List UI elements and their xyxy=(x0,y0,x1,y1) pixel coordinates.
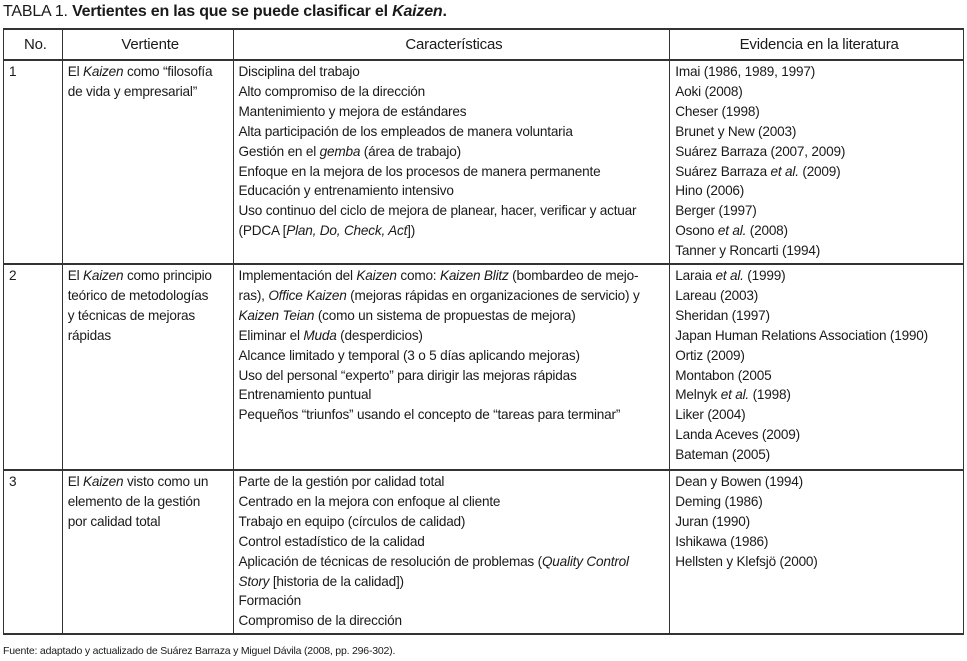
text-segment: visto como un xyxy=(123,474,209,489)
text-segment: Dean y Bowen (1994) xyxy=(675,474,803,489)
caracteristicas-line xyxy=(239,142,670,162)
cell-no: 3 xyxy=(4,470,63,634)
table-row xyxy=(4,470,964,634)
text-segment: Hellsten y Klefsjö (2000) xyxy=(675,553,818,569)
caracteristicas-line xyxy=(239,286,670,306)
text-segment: Disciplina del trabajo xyxy=(238,64,360,79)
text-segment: Uso del personal “experto” para dirigir las mejoras rápidas xyxy=(238,367,577,383)
cell-vertiente xyxy=(62,264,233,470)
italic-text: Kaizen Blitz xyxy=(439,268,509,283)
caracteristicas-line xyxy=(239,82,670,102)
evidencia-line xyxy=(675,366,963,386)
evidencia-line xyxy=(675,346,963,366)
text-segment: (bombardeo de mejo- xyxy=(508,268,639,283)
text-segment: Eliminar el xyxy=(238,327,304,343)
caracteristicas-line xyxy=(239,62,670,82)
vertiente-line xyxy=(68,472,233,492)
text-segment: Alcance limitado y temporal (3 o 5 días aplicando mejoras) xyxy=(238,347,580,363)
text-segment: Bateman (2005) xyxy=(675,447,770,463)
text-segment: Compromiso de la dirección xyxy=(238,613,402,629)
cell-vertiente xyxy=(62,60,233,264)
caracteristicas-line xyxy=(239,201,670,221)
table-row xyxy=(4,60,964,264)
text-segment: Ishikawa (1986) xyxy=(675,533,769,549)
vertiente-line xyxy=(68,82,233,102)
italic-text: Kaizen xyxy=(83,64,124,79)
header-vertiente: Vertiente xyxy=(62,29,233,60)
vertiente-line xyxy=(68,512,233,532)
vertiente-line xyxy=(68,492,233,512)
evidencia-line xyxy=(675,552,963,572)
italic-text: Plan, Do, Check, Act xyxy=(286,223,408,239)
caracteristicas-line xyxy=(239,472,670,492)
text-segment: Ortiz (2009) xyxy=(675,347,745,363)
text-segment: Mantenimiento y mejora de estándares xyxy=(238,103,467,119)
text-segment: Alta participación de los empleados de manera voluntaria xyxy=(238,123,573,139)
caracteristicas-line xyxy=(239,102,670,122)
text-segment: por calidad total xyxy=(67,513,161,529)
evidencia-line xyxy=(675,62,963,82)
text-segment: Melnyk xyxy=(675,387,721,403)
text-segment: Uso continuo del ciclo de mejora de planear, hacer, verificar y actuar xyxy=(238,203,637,219)
text-segment: (2008) xyxy=(746,223,788,239)
text-segment: teórico de metodologías xyxy=(67,287,209,303)
text-segment: El xyxy=(67,474,83,489)
text-segment: Laraia xyxy=(675,268,716,283)
text-segment: Lareau (2003) xyxy=(675,287,759,303)
text-segment: (1998) xyxy=(749,387,791,403)
evidencia-line xyxy=(675,405,963,425)
text-segment: Enfoque en la mejora de los procesos de manera permanente xyxy=(238,163,601,179)
text-segment: Suárez Barraza (2007, 2009) xyxy=(675,143,846,159)
cell-caracteristicas xyxy=(233,470,670,634)
title-italic: Kaizen xyxy=(392,3,443,20)
text-segment: ]) xyxy=(407,223,416,239)
text-segment: Centrado en la mejora con enfoque al cliente xyxy=(238,493,501,509)
text-segment: Liker (2004) xyxy=(675,407,746,423)
source-note: Fuente: adaptado y actualizado de Suárez Barraza y Miguel Dávila (2008, pp. 296-302). xyxy=(3,645,396,657)
cell-evidencia xyxy=(670,60,964,264)
caracteristicas-line xyxy=(239,326,670,346)
evidencia-line xyxy=(675,82,963,102)
table-body xyxy=(4,60,964,634)
text-segment: Montabon (2005 xyxy=(675,367,772,383)
caracteristicas-line xyxy=(239,611,670,631)
evidencia-line xyxy=(675,266,963,286)
caracteristicas-line xyxy=(239,221,670,241)
text-segment: y técnicas de mejoras xyxy=(67,307,195,323)
evidencia-line xyxy=(675,221,963,241)
header-row xyxy=(4,29,964,60)
text-segment: Control estadístico de la calidad xyxy=(238,533,425,549)
italic-text: Story xyxy=(238,573,270,589)
text-segment: Hino (2006) xyxy=(675,183,745,199)
vertiente-line xyxy=(68,326,233,346)
italic-text: Office Kaizen xyxy=(268,287,347,303)
text-segment: (PDCA [ xyxy=(238,223,287,239)
title-text: Vertientes en las que se puede clasificar el xyxy=(72,3,393,20)
evidencia-line xyxy=(675,181,963,201)
text-segment: Imai (1986, 1989, 1997) xyxy=(675,64,816,79)
caracteristicas-line xyxy=(239,492,670,512)
italic-text: et al. xyxy=(715,268,744,283)
text-segment: Educación y entrenamiento intensivo xyxy=(238,183,454,199)
cell-vertiente xyxy=(62,470,233,634)
title-end: . xyxy=(442,3,447,20)
text-segment: Brunet y New (2003) xyxy=(675,123,797,139)
text-segment: (2009) xyxy=(798,163,841,179)
evidencia-line xyxy=(675,445,963,465)
italic-text: Kaizen xyxy=(356,268,397,283)
text-segment: Pequeños “triunfos” usando el concepto de “tareas para terminar” xyxy=(238,407,621,423)
text-segment: Tanner y Roncarti (1994) xyxy=(675,243,821,259)
text-segment: ras), xyxy=(238,287,269,303)
evidencia-line xyxy=(675,425,963,445)
caracteristicas-line xyxy=(239,306,670,326)
evidencia-line xyxy=(675,102,963,122)
text-segment: Suárez Barraza xyxy=(675,163,771,179)
text-segment: como principio xyxy=(123,268,212,283)
text-segment: elemento de la gestión xyxy=(67,493,201,509)
evidencia-line xyxy=(675,162,963,182)
text-segment: Osono xyxy=(675,223,718,239)
text-segment: Japan Human Relations Association (1990) xyxy=(675,327,928,343)
italic-text: Kaizen xyxy=(83,474,124,489)
text-segment: (área de trabajo) xyxy=(360,143,461,159)
evidencia-line xyxy=(675,326,963,346)
cell-caracteristicas xyxy=(233,264,670,470)
caracteristicas-line xyxy=(239,552,670,572)
evidencia-line xyxy=(675,385,963,405)
text-segment: El xyxy=(67,268,83,283)
caracteristicas-line xyxy=(239,532,670,552)
cell-no: 1 xyxy=(4,60,63,264)
header-no: No. xyxy=(4,29,63,60)
italic-text: et al. xyxy=(720,387,749,403)
italic-text: et al. xyxy=(717,223,747,239)
kaizen-table xyxy=(3,28,964,635)
text-segment: como “filosofía xyxy=(123,64,213,79)
table-label: TABLA 1. xyxy=(3,3,68,20)
text-segment: (mejoras rápidas en organizaciones de servicio) y xyxy=(346,287,640,303)
text-segment: (desperdicios) xyxy=(336,327,423,343)
text-segment: Deming (1986) xyxy=(675,493,763,509)
text-segment: Implementación del xyxy=(238,268,357,283)
text-segment: Parte de la gestión por calidad total xyxy=(238,474,445,489)
vertiente-line xyxy=(68,286,233,306)
text-segment: Formación xyxy=(238,593,301,609)
evidencia-line xyxy=(675,512,963,532)
caracteristicas-line xyxy=(239,385,670,405)
cell-caracteristicas xyxy=(233,60,670,264)
italic-text: Quality Control xyxy=(541,553,629,569)
evidencia-line xyxy=(675,492,963,512)
text-segment: Aplicación de técnicas de resolución de problemas ( xyxy=(238,553,542,569)
italic-text: Kaizen xyxy=(83,268,124,283)
text-segment: El xyxy=(67,64,83,79)
cell-evidencia xyxy=(670,264,964,470)
evidencia-line xyxy=(675,472,963,492)
italic-text: Kaizen Teian xyxy=(238,307,315,323)
text-segment: Trabajo en equipo (círculos de calidad) xyxy=(238,513,466,529)
text-segment: como: xyxy=(396,268,440,283)
text-segment: Gestión en el xyxy=(238,143,320,159)
caracteristicas-line xyxy=(239,181,670,201)
evidencia-line xyxy=(675,286,963,306)
evidencia-line xyxy=(675,306,963,326)
text-segment: Cheser (1998) xyxy=(675,103,760,119)
caracteristicas-line xyxy=(239,266,670,286)
caracteristicas-line xyxy=(239,591,670,611)
evidencia-line xyxy=(675,532,963,552)
italic-text: gemba xyxy=(319,143,361,159)
table-row xyxy=(4,264,964,470)
text-segment: Alto compromiso de la dirección xyxy=(238,83,426,99)
table-title xyxy=(3,3,447,21)
italic-text: et al. xyxy=(770,163,799,179)
text-segment: (como un sistema de propuestas de mejora) xyxy=(314,307,576,323)
caracteristicas-line xyxy=(239,346,670,366)
text-segment: Aoki (2008) xyxy=(675,83,743,99)
caracteristicas-line xyxy=(239,572,670,592)
evidencia-line xyxy=(675,122,963,142)
text-segment: Landa Aceves (2009) xyxy=(675,427,800,443)
caracteristicas-line xyxy=(239,122,670,142)
header-caracteristicas: Características xyxy=(233,29,670,60)
text-segment: rápidas xyxy=(67,327,111,343)
italic-text: Muda xyxy=(303,327,337,343)
text-segment: (1999) xyxy=(743,268,786,283)
header-evidencia: Evidencia en la literatura xyxy=(670,29,964,60)
caracteristicas-line xyxy=(239,162,670,182)
caracteristicas-line xyxy=(239,366,670,386)
text-segment: [historia de la calidad]) xyxy=(269,573,404,589)
text-segment: Entrenamiento puntual xyxy=(238,387,372,403)
caracteristicas-line xyxy=(239,512,670,532)
text-segment: Sheridan (1997) xyxy=(675,307,770,323)
text-segment: Juran (1990) xyxy=(675,513,750,529)
vertiente-line xyxy=(68,266,233,286)
cell-evidencia xyxy=(670,470,964,634)
cell-no: 2 xyxy=(4,264,63,470)
evidencia-line xyxy=(675,201,963,221)
text-segment: Berger (1997) xyxy=(675,203,757,219)
vertiente-line xyxy=(68,62,233,82)
caracteristicas-line xyxy=(239,405,670,425)
vertiente-line xyxy=(68,306,233,326)
text-segment: de vida y empresarial” xyxy=(67,83,198,99)
evidencia-line xyxy=(675,142,963,162)
evidencia-line xyxy=(675,241,963,261)
